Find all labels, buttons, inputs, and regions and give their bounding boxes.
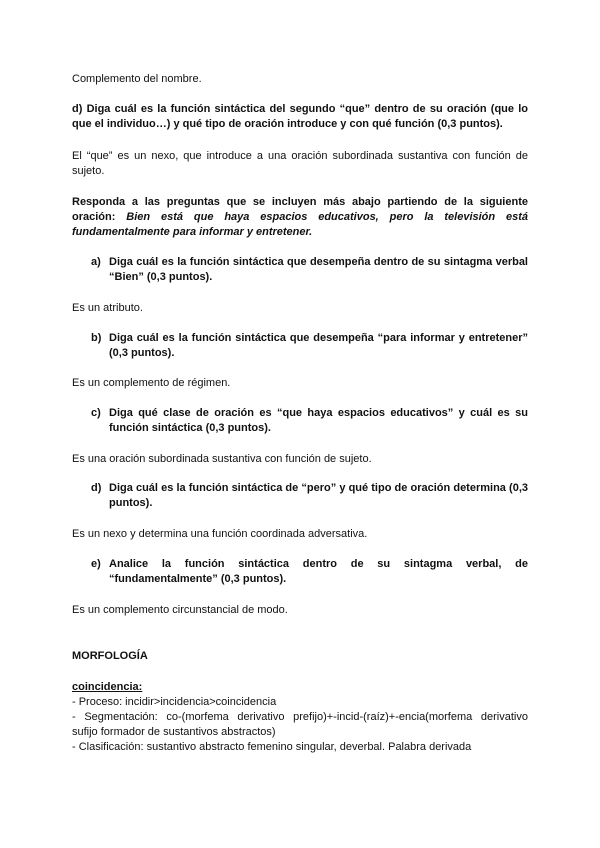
answer-d: Es un nexo y determina una función coordinada adversativa.	[72, 528, 368, 540]
answer-d-prev: El “que” es un nexo, que introduce a una oración subordinada sustantiva con función de sujeto.	[72, 150, 528, 177]
question-a	[91, 255, 528, 285]
answer-c: Es una oración subordinada sustantiva con función de sujeto.	[72, 453, 372, 465]
answer-a: Es un atributo.	[72, 302, 143, 314]
question-marker: e)	[91, 558, 101, 570]
instructions-lead: Responda a las preguntas que se incluyen más abajo partiendo de la siguiente oración:	[72, 196, 528, 223]
proceso-line: - Proceso: incidir>incidencia>coincidencia	[72, 696, 277, 708]
question-b	[91, 331, 528, 361]
question-text: Diga cuál es la función sintáctica que desempeña “para informar y entretener” (0,3 puntos).	[109, 332, 528, 359]
question-text: Diga qué clase de oración es “que haya espacios educativos” y cuál es su función sintáctica (0,3 puntos).	[109, 407, 528, 434]
question-e	[91, 557, 528, 587]
question-marker: c)	[91, 407, 101, 419]
instructions	[72, 195, 528, 240]
answer-e: Es un complemento circunstancial de modo.	[72, 604, 288, 616]
question-text: Analice la función sintáctica dentro de su sintagma verbal, de “fundamentalmente” (0,3 puntos).	[109, 558, 528, 585]
segmentacion-line: - Segmentación: co-(morfema derivativo prefijo)+-incid-(raíz)+-encia(morfema derivativo sufijo formador de sustantivos abstractos)	[72, 711, 528, 738]
section-heading: MORFOLOGÍA	[72, 650, 148, 662]
question-c	[91, 406, 528, 436]
question-d-prev: d) Diga cuál es la función sintáctica del segundo “que” dentro de su oración (que lo que el individuo…) y qué tipo de oración introduce y con qué función (0,3 puntos).	[72, 103, 528, 130]
text-line: Complemento del nombre.	[72, 73, 202, 85]
clasificacion-line: - Clasificación: sustantivo abstracto femenino singular, deverbal. Palabra derivada	[72, 741, 472, 753]
word-heading: coincidencia:	[72, 681, 143, 693]
example-sentence: Bien está que haya espacios educativos, pero la televisión está fundamentalmente para informar y entretener.	[72, 211, 529, 238]
question-marker: d)	[91, 482, 102, 494]
question-marker: a)	[91, 256, 101, 268]
answer-b: Es un complemento de régimen.	[72, 377, 231, 389]
question-d	[91, 481, 528, 511]
question-marker: b)	[91, 332, 102, 344]
question-text: Diga cuál es la función sintáctica que desempeña dentro de su sintagma verbal “Bien” (0,3 puntos).	[109, 256, 528, 283]
word-heading-line	[72, 680, 528, 695]
question-text: Diga cuál es la función sintáctica de “pero” y qué tipo de oración determina (0,3 puntos).	[109, 482, 528, 509]
